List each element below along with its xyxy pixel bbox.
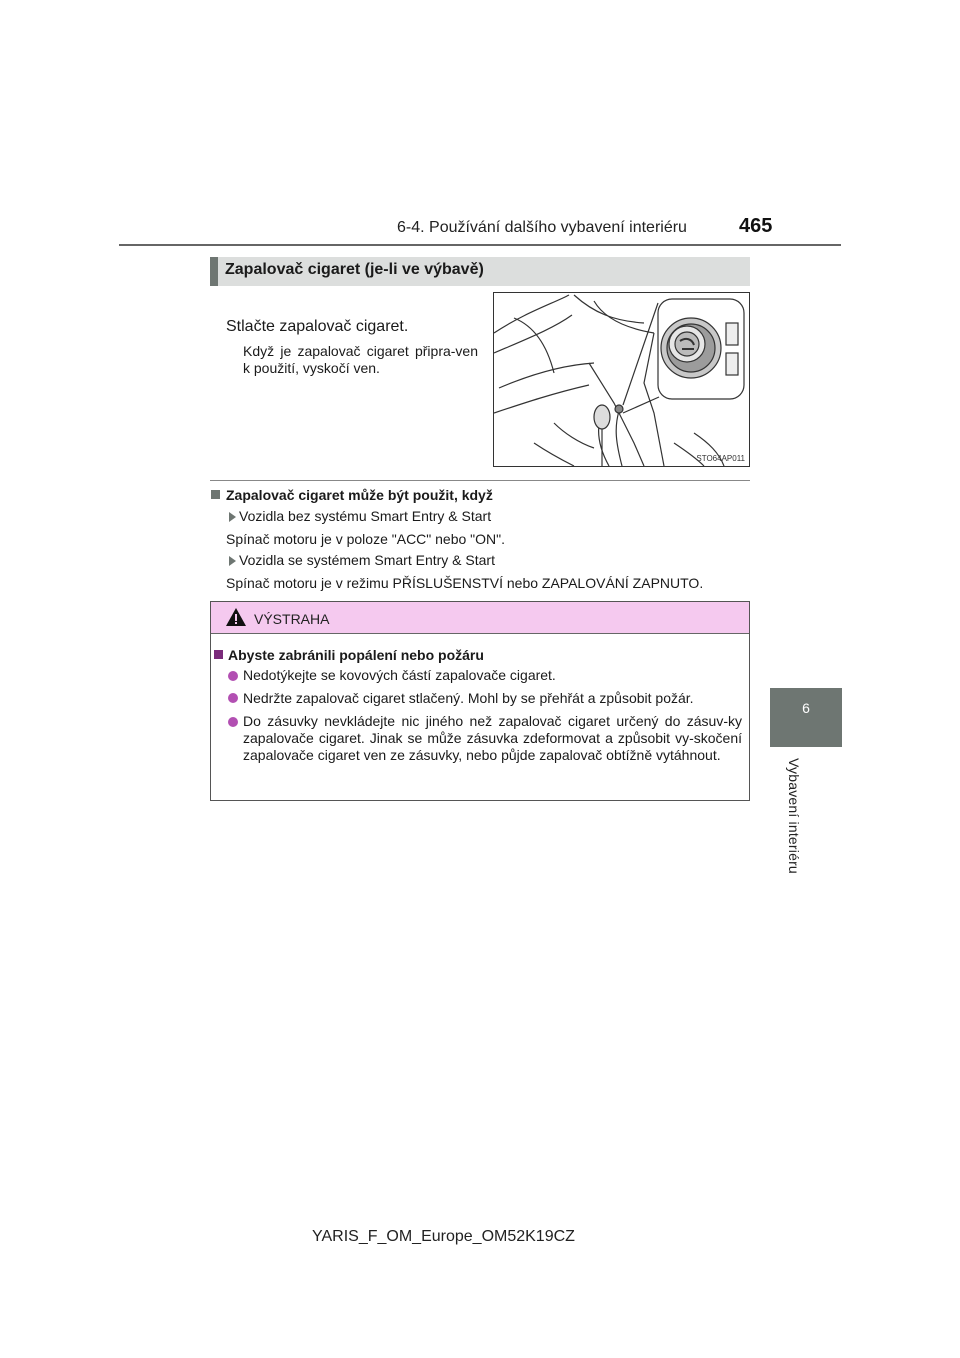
header-rule <box>119 244 841 246</box>
chapter-number: 6 <box>802 700 810 716</box>
warning-item: Nedotýkejte se kovových částí zapalovače cigaret. <box>243 667 556 683</box>
condition-item: Vozidla se systémem Smart Entry & Start <box>239 552 495 568</box>
section-divider <box>210 480 750 481</box>
topic-title: Zapalovač cigaret (je-li ve výbavě) <box>225 261 484 278</box>
page-number: 465 <box>739 215 773 237</box>
illustration-code: STO64AP011 <box>696 454 745 463</box>
warning-dot-bullet-icon <box>228 717 238 727</box>
step-note: Když je zapalovač cigaret připra-ven k použití, vyskočí ven. <box>243 343 478 376</box>
cigarette-lighter-illustration <box>493 292 750 467</box>
chapter-tab <box>770 688 842 747</box>
condition-item: Vozidla bez systému Smart Entry & Start <box>239 508 492 524</box>
warning-square-bullet-icon <box>214 650 223 659</box>
dashboard-drawing <box>494 293 749 466</box>
condition-item: Spínač motoru je v režimu PŘÍSLUŠENSTVÍ nebo ZAPALOVÁNÍ ZAPNUTO. <box>226 575 704 591</box>
chapter-label: Vybavení interiéru <box>786 758 802 874</box>
document-code: YARIS_F_OM_Europe_OM52K19CZ <box>312 1228 575 1245</box>
conditions-title: Zapalovač cigaret může být použit, když <box>226 487 493 503</box>
section-title: 6-4. Používání dalšího vybavení interiéru <box>397 219 687 236</box>
warning-dot-bullet-icon <box>228 671 238 681</box>
triangle-bullet-icon <box>229 512 236 522</box>
warning-label: VÝSTRAHA <box>254 611 330 627</box>
warning-item: Do zásuvky nevkládejte nic jiného než zapalovač cigaret určený do zásuv-ky zapalovače cigaret. Jinak se může zásuvka zdeformovat a způsobit vy-skočení zapalovače cigaret ven ze zásuvky, nebo půjde zapalovač obtížně vytáhnout. <box>243 713 742 763</box>
warning-item: Nedržte zapalovač cigaret stlačený. Mohl by se přehřát a způsobit požár. <box>243 690 694 706</box>
square-bullet-icon <box>211 490 220 499</box>
triangle-bullet-icon <box>229 556 236 566</box>
step-instruction: Stlačte zapalovač cigaret. <box>226 318 409 335</box>
warning-triangle-icon <box>225 607 247 627</box>
warning-dot-bullet-icon <box>228 693 238 703</box>
condition-item: Spínač motoru je v poloze "ACC" nebo "ON". <box>226 531 506 547</box>
warning-title: Abyste zabránili popálení nebo požáru <box>228 647 484 663</box>
